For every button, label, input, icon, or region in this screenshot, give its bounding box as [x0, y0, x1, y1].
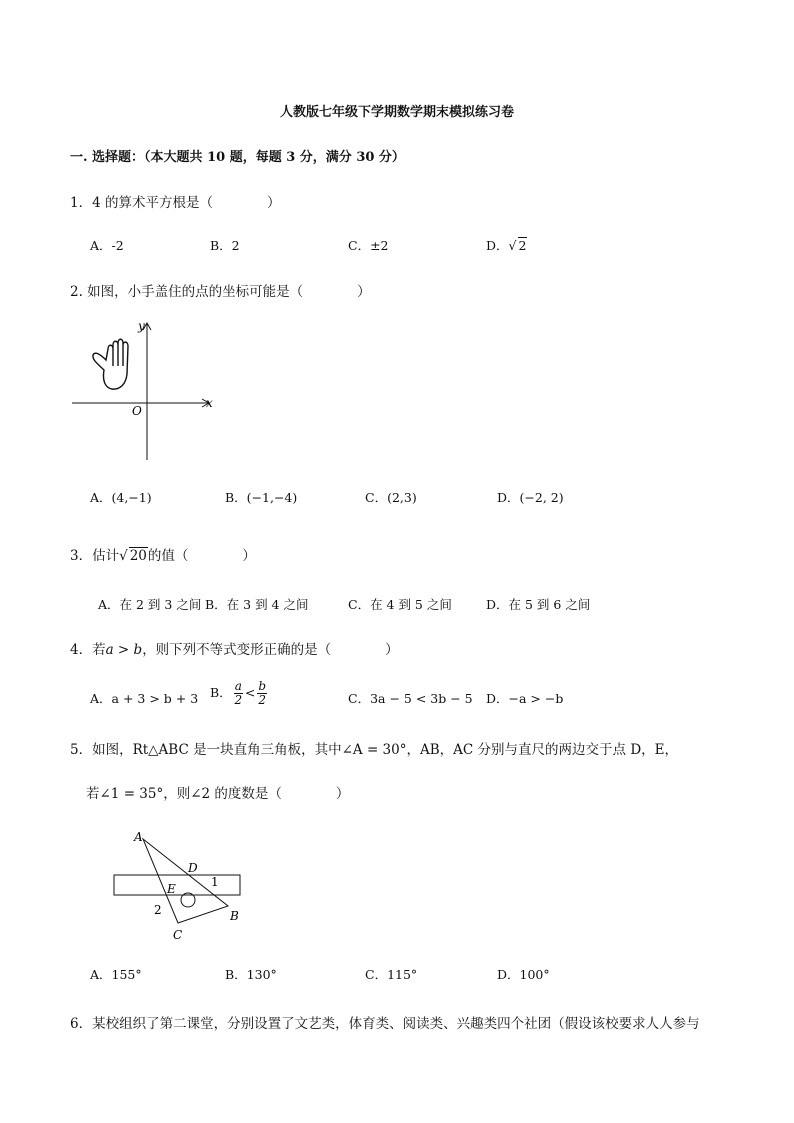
less-than: <: [244, 685, 256, 700]
fraction-b-over-2: [257, 680, 267, 707]
angle-2-label: 2: [154, 903, 162, 917]
q1-option-b: B．2: [210, 238, 240, 253]
q1-option-a: A．-2: [90, 238, 124, 253]
q3-option-d: D．在 5 到 6 之间: [486, 597, 591, 612]
q1-option-d-label: D．: [486, 238, 509, 253]
point-e-label: E: [167, 882, 176, 896]
q4-stem-pre: 4．若: [70, 642, 106, 658]
q4-condition: a > b: [105, 642, 143, 658]
x-axis-label: x: [206, 396, 213, 410]
point-a-label: A: [134, 830, 143, 844]
q2-option-b: B．(−1,−4): [225, 490, 298, 505]
q5-option-c: C．115°: [365, 967, 418, 982]
fraction-numerator: a: [234, 679, 242, 693]
q4-stem-post: ，则下列不等式变形正确的是（ ）: [142, 642, 399, 658]
origin-label: O: [132, 404, 142, 418]
q4-option-b-label: B．: [210, 685, 232, 700]
point-d-label: D: [188, 861, 198, 875]
question-3-stem: [70, 544, 256, 564]
q4-option-c: C．3a − 5 < 3b − 5: [348, 691, 473, 706]
q2-option-d: D．(−2, 2): [497, 490, 564, 505]
q3-option-c: C．在 4 到 5 之间: [348, 597, 452, 612]
q5-option-b: B．130°: [225, 967, 277, 982]
q3-stem-pre: 3．估计: [70, 548, 120, 564]
q1-option-d: [486, 236, 527, 254]
q3-option-a: A．在 2 到 3 之间: [98, 597, 202, 612]
q4-option-d: D．−a > −b: [486, 691, 564, 706]
q3-option-b: B．在 3 到 4 之间: [205, 597, 309, 612]
point-b-label: B: [230, 909, 239, 923]
q2-option-c: C．(2,3): [365, 490, 417, 505]
question-5-stem-line1: 5．如图，Rt△ABC 是一块直角三角板，其中∠A = 30°，AB，AC 分别与直尺的两边交于点 D，E，: [70, 742, 678, 758]
q5-option-a: A．155°: [90, 967, 142, 982]
q1-option-d-radicand: 2: [518, 238, 527, 253]
y-axis-label: y: [138, 319, 145, 333]
question-6-stem: 6．某校组织了第二课堂，分别设置了文艺类，体育类、阅读类、兴趣类四个社团（假设该校要求人人参与: [70, 1016, 700, 1032]
question-2-stem: 2. 如图，小手盖住的点的坐标可能是（ ）: [70, 284, 371, 300]
q1-option-c: C．±2: [348, 238, 389, 253]
question-1-stem: 1．4 的算术平方根是（ ）: [70, 195, 281, 211]
sqrt-symbol: √: [508, 238, 517, 253]
angle-1-label: 1: [211, 875, 219, 889]
page-title: 人教版七年级下学期数学期末模拟练习卷: [279, 105, 514, 120]
ruler: [114, 875, 240, 895]
question-4-stem: [70, 638, 399, 658]
q3-radicand: 20: [129, 548, 147, 564]
hand-icon: [93, 339, 128, 389]
question-5-stem-line2: 若∠1 = 35°，则∠2 的度数是（ ）: [86, 786, 350, 802]
q5-option-d: D．100°: [497, 967, 550, 982]
fraction-denominator: 2: [234, 693, 243, 707]
sqrt-symbol: √: [119, 548, 128, 564]
fraction-denominator: 2: [258, 693, 266, 707]
q4-option-a: A．a + 3 > b + 3: [90, 691, 199, 706]
q2-coordinate-figure: [68, 314, 228, 464]
q2-option-a: A．(4,−1): [90, 490, 152, 505]
q4-option-b: [210, 680, 269, 707]
point-c-label: C: [173, 928, 183, 942]
fraction-a-over-2: [234, 680, 243, 707]
q3-stem-post: 的值（ ）: [147, 548, 256, 564]
section-heading: 一. 选择题：（本大题共 10 题，每题 3 分，满分 30 分）: [70, 150, 405, 165]
q5-triangle-ruler-figure: [108, 820, 248, 945]
fraction-numerator: b: [258, 679, 267, 693]
